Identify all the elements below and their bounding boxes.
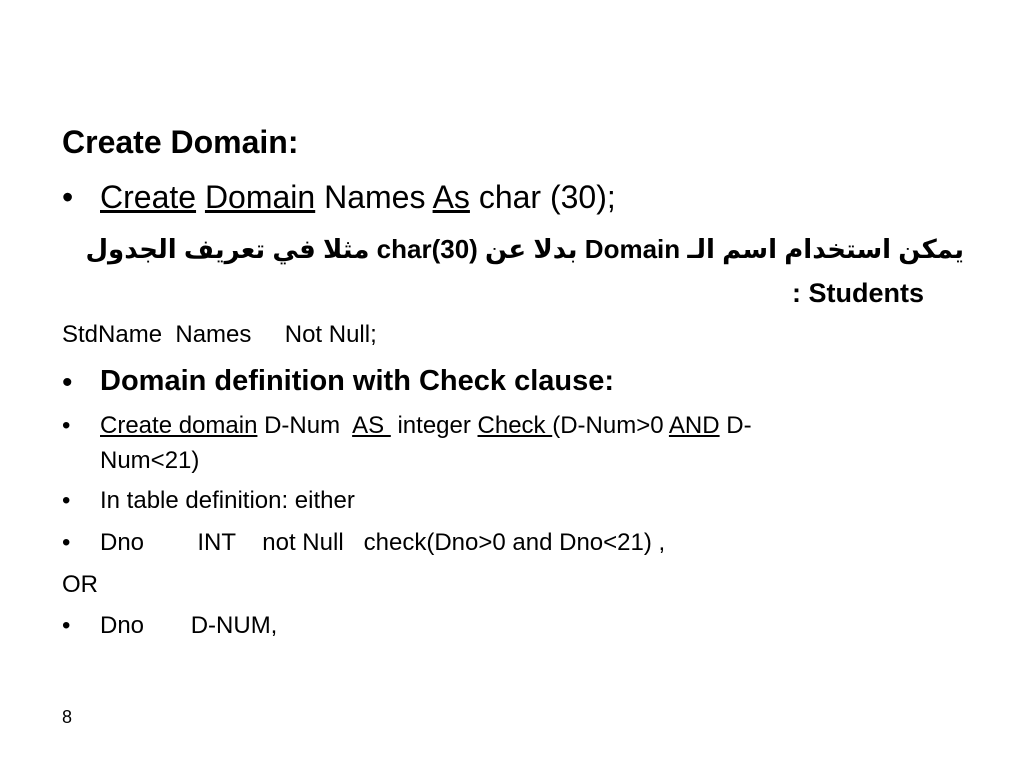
dnum-name: D-Num <box>257 412 353 439</box>
create-domain-check-statement <box>100 414 752 438</box>
keyword-domain: Domain <box>204 179 316 215</box>
bullet-dot: • <box>62 412 71 439</box>
integer-type: integer <box>390 412 478 439</box>
check-clause-heading: Domain definition with Check clause: <box>100 365 615 397</box>
dno-int-definition: Dno INT not Null check(Dno>0 and Dno<21) , <box>100 529 666 556</box>
bullet-dot: • <box>62 487 71 514</box>
keyword-check: Check <box>477 412 553 439</box>
or-separator: OR <box>62 571 98 598</box>
arabic-note-line1: يمكن استخدام اسم الـ Domain بدلا عن char(30) مثلا في تعريف الجدول <box>85 234 964 264</box>
keyword-as: AS <box>352 412 391 439</box>
create-domain-check-statement-cont: Num<21) <box>100 447 200 474</box>
slide-heading: Create Domain: <box>62 124 299 160</box>
domain-type: char (30); <box>478 179 616 215</box>
bullet-dot: • <box>62 179 74 215</box>
keyword-create: Create <box>100 179 197 215</box>
create-domain-statement <box>100 181 616 213</box>
page-number: 8 <box>62 707 73 727</box>
bullet-dot: • <box>62 612 71 639</box>
keyword-and: AND <box>668 412 720 439</box>
check-condition-rest: D- <box>719 412 752 439</box>
arabic-note-line2: : Students <box>792 278 924 308</box>
dno-domain-definition: Dno D-NUM, <box>100 612 278 639</box>
domain-name: Names <box>324 179 426 215</box>
bullet-dot: • <box>62 529 71 556</box>
table-definition-note: In table definition: either <box>100 487 355 514</box>
bullet-dot: • <box>62 366 73 399</box>
check-condition: (D-Num>0 <box>552 412 669 439</box>
stdname-definition: StdName Names Not Null; <box>62 321 377 348</box>
keyword-create-domain: Create domain <box>100 412 258 439</box>
keyword-as: As <box>432 179 470 215</box>
